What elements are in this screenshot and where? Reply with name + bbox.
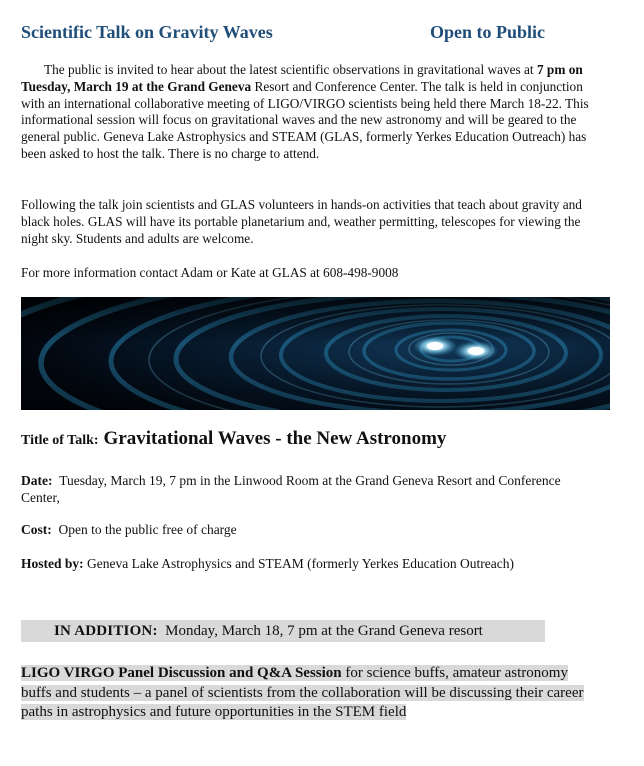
activities-paragraph: Following the talk join scientists and GLAS volunteers in hands-on activities that teach about gravity and black holes. GLAS will have its portable planetarium and, weather permitting, telescopes for viewing the night sky. Students and adults are welcome. — [21, 197, 582, 246]
talk-title-line — [21, 428, 446, 450]
talk-host — [21, 555, 581, 572]
intro-text-start: The public is invited to hear about the latest scientific observations in gravitational waves at — [44, 62, 537, 77]
talk-cost-value: Open to the public free of charge — [58, 522, 237, 537]
talk-date — [21, 472, 581, 506]
flyer-header — [21, 22, 561, 46]
addition-banner — [21, 620, 545, 642]
panel-title: LIGO VIRGO Panel Discussion and Q&A Session — [21, 665, 342, 681]
addition-label: IN ADDITION: — [54, 623, 158, 639]
talk-title-value: Gravitational Waves - the New Astronomy — [103, 428, 447, 449]
intro-paragraph — [21, 62, 601, 163]
talk-host-label: Hosted by: — [21, 556, 84, 571]
flyer-title: Scientific Talk on Gravity Waves — [21, 22, 273, 42]
addition-value: Monday, March 18, 7 pm at the Grand Geneva resort — [165, 623, 483, 639]
contact-paragraph: For more information contact Adam or Kate at GLAS at 608-498-9008 — [21, 265, 399, 280]
open-to-public-label: Open to Public — [430, 22, 546, 42]
intro-event-time: 7 pm on Tuesday, March 19 at the Grand Geneva — [21, 62, 583, 94]
talk-cost — [21, 521, 581, 538]
intro-text-end: Resort and Conference Center. The talk is held in conjunction with an international collaborative meeting of LIGO/VIRGO scientists being held there March 18-22. This informational session will focus on gravitational waves and the new astronomy and will be geared to the general public. Geneva Lake Astrophysics and STEAM (GLAS, formerly Yerkes Education Outreach) has been asked to host the talk. There is no charge to attend. — [21, 78, 589, 161]
talk-date-label: Date: — [21, 473, 53, 488]
talk-date-value: Tuesday, March 19, 7 pm in the Linwood Room at the Grand Geneva Resort and Conference Center, — [21, 473, 561, 505]
gravitational-waves-image — [21, 297, 610, 410]
talk-cost-label: Cost: — [21, 522, 52, 537]
panel-text: for science buffs, amateur astronomy buffs and students – a panel of scientists from the collaboration will be discussing their career paths in astrophysics and future opportunities in the STEM field — [21, 665, 584, 720]
talk-title-label: Title of Talk: — [21, 433, 99, 448]
talk-host-value: Geneva Lake Astrophysics and STEAM (formerly Yerkes Education Outreach) — [87, 556, 515, 571]
panel-description — [21, 664, 593, 723]
